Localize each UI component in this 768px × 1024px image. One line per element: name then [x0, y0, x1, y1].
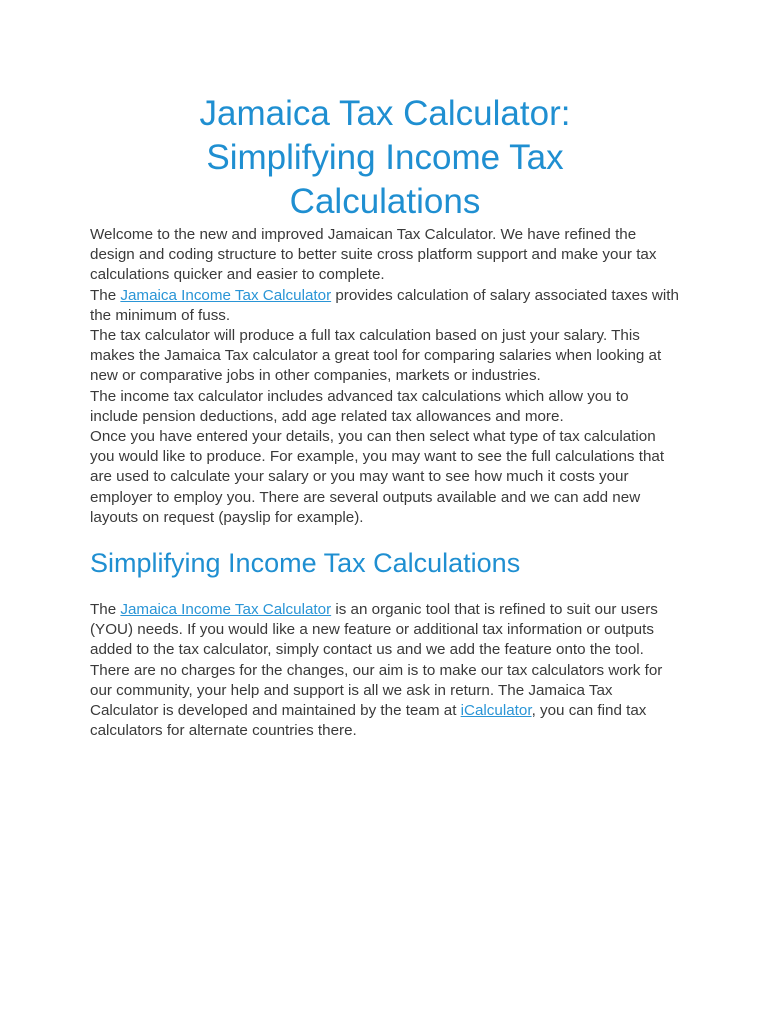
document-page [90, 92, 680, 741]
paragraph-text: is an organic tool that is refined to suit our users (YOU) needs. If you would like a new feature or additional tax information or outputs added to the tax calculator, simply contact us and we add the feature onto the tool. There are no charges for the changes, our aim is to make our tax calculators work for our community, your help and support is all we ask in return. The Jamaica Tax Calculator is developed and maintained by the team at [90, 601, 663, 720]
paragraph-text: The [90, 601, 121, 619]
paragraph-text: , you can find tax calculators for alternate countries there. [90, 702, 647, 740]
intro-section [90, 225, 680, 528]
title-line-2: Simplifying Income Tax [206, 138, 564, 177]
section-paragraph [90, 600, 680, 741]
jamaica-income-tax-calculator-link[interactable]: Jamaica Income Tax Calculator [120, 601, 332, 619]
icalculator-link[interactable]: iCalculator [460, 702, 532, 720]
section-heading: Simplifying Income Tax Calculations [90, 548, 521, 579]
paragraph-text: provides calculation of salary associated taxes with the minimum of fuss. [90, 286, 679, 324]
intro-paragraph-welcome: Welcome to the new and improved Jamaican Tax Calculator. We have refined the design and coding structure to better suite cross platform support and make your tax calculations quicker and easier to complete. [90, 226, 657, 284]
page-title [90, 92, 680, 224]
intro-paragraph-full-calculation: The tax calculator will produce a full tax calculation based on just your salary. This makes the Jamaica Tax calculator a great tool for comparing salaries when looking at new or comparative jobs in other companies, markets or industries. [90, 327, 662, 385]
jamaica-income-tax-calculator-link[interactable]: Jamaica Income Tax Calculator [120, 286, 332, 304]
paragraph-text: The [90, 286, 121, 304]
intro-paragraph-outputs: Once you have entered your details, you can then select what type of tax calculation you would like to produce. For example, you may want to see the full calculations that are used to calculate your salary or you may want to see how much it costs your employer to employ you. There are several outputs available and we can add new layouts on request (payslip for example). [90, 428, 665, 526]
intro-paragraph-advanced: The income tax calculator includes advanced tax calculations which allow you to include pension deductions, add age related tax allowances and more. [90, 387, 629, 425]
intro-paragraph-calculator-link [90, 286, 680, 326]
title-line-3: Calculations [289, 182, 481, 221]
title-line-1: Jamaica Tax Calculator: [199, 94, 571, 133]
